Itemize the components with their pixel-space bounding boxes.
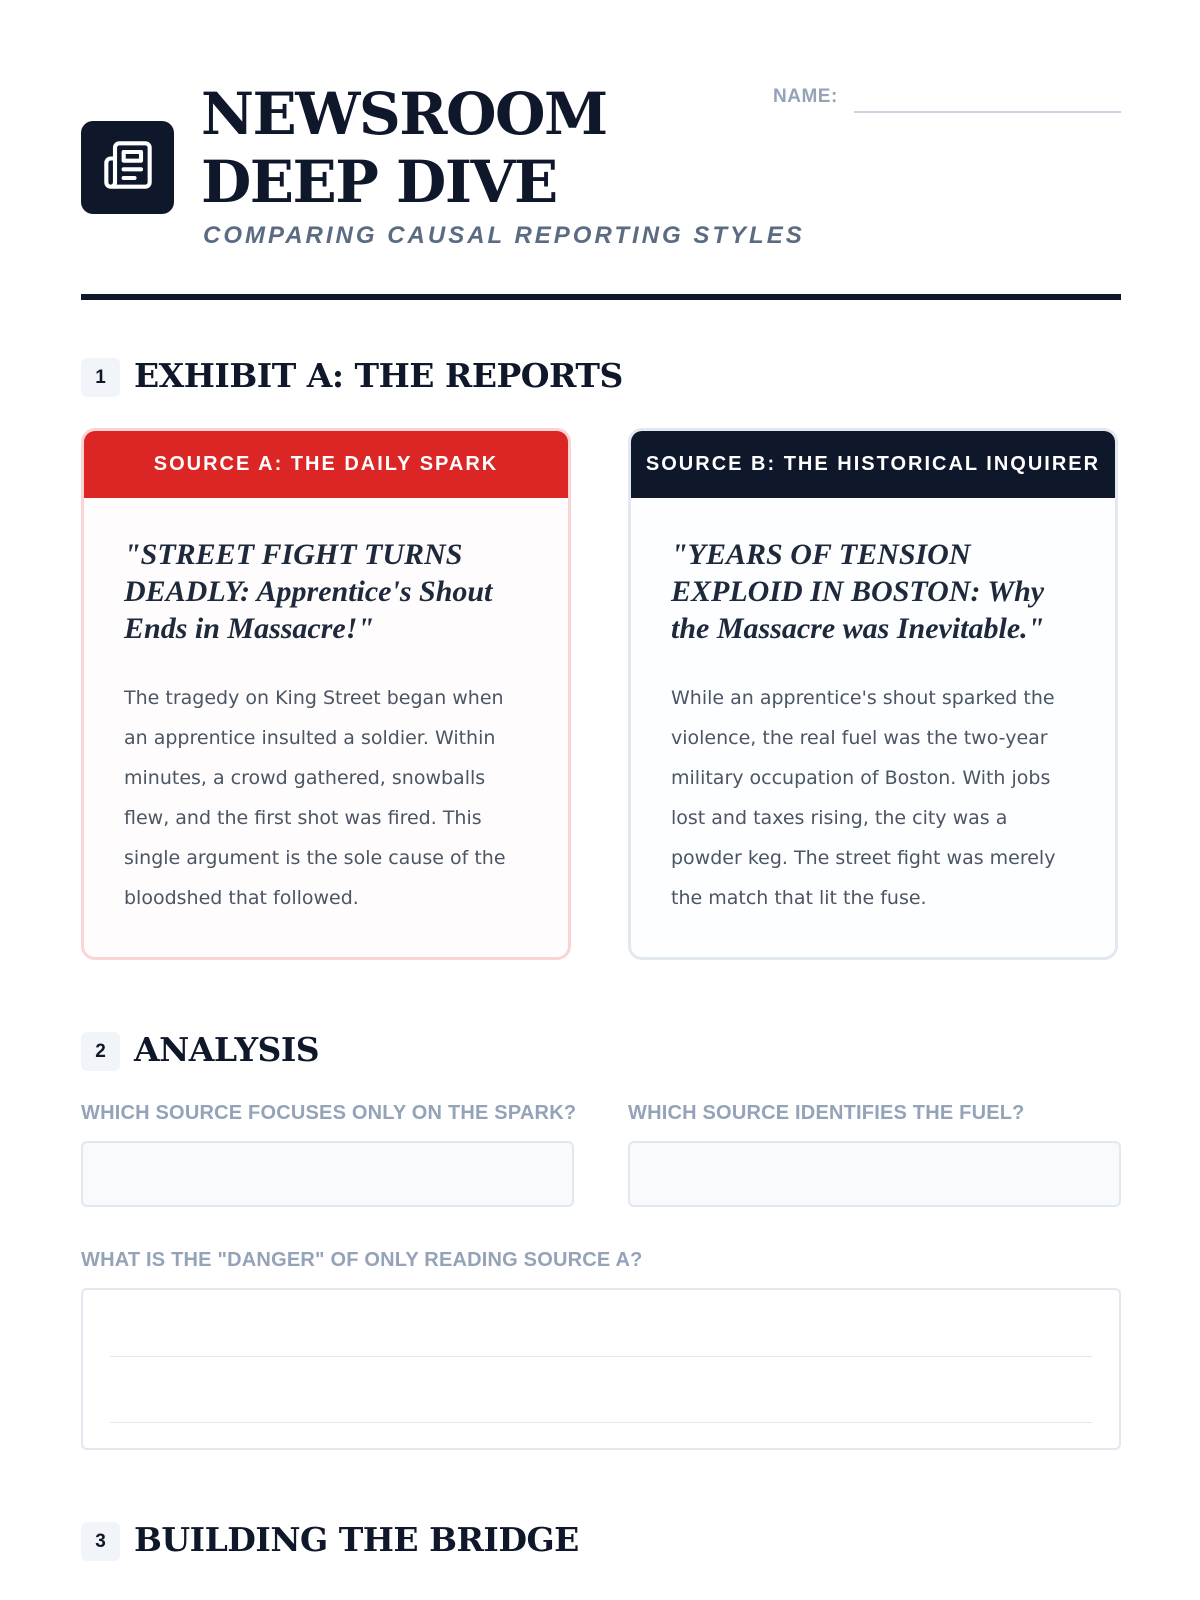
source-label: SOURCE B: THE HISTORICAL INQUIRER bbox=[631, 431, 1115, 498]
writing-line bbox=[110, 1422, 1092, 1423]
source-headline: "YEARS OF TENSION EXPLOID IN BOSTON: Why the Massacre was Inevitable." bbox=[671, 538, 1045, 645]
question-label: WHICH SOURCE IDENTIFIES THE FUEL? bbox=[628, 1102, 1025, 1124]
question-label: WHICH SOURCE FOCUSES ONLY ON THE SPARK? bbox=[81, 1102, 577, 1124]
section-title: EXHIBIT A: THE REPORTS bbox=[134, 356, 623, 395]
writing-line bbox=[110, 1356, 1092, 1357]
source-headline: "STREET FIGHT TURNS DEADLY: Apprentice's Shout Ends in Massacre!" bbox=[124, 538, 493, 645]
logo bbox=[81, 121, 174, 214]
fuel-answer-field[interactable] bbox=[628, 1141, 1121, 1207]
section-number: 3 bbox=[81, 1522, 120, 1561]
page-title: NEWSROOM DEEP DIVE bbox=[201, 80, 607, 216]
source-card-b bbox=[628, 428, 1118, 960]
spark-answer-field[interactable] bbox=[81, 1141, 574, 1207]
name-label: NAME: bbox=[773, 86, 838, 107]
source-card-a bbox=[81, 428, 571, 960]
source-body: The tragedy on King Street began when an apprentice insulted a soldier. Within minutes, a crowd gathered, snowballs flew, and the first shot was fired. This single argument is the sole cause of the bloodshed that followed. bbox=[124, 687, 506, 909]
newspaper-icon bbox=[102, 139, 154, 196]
question-label: WHAT IS THE "DANGER" OF ONLY READING SOURCE A? bbox=[81, 1249, 643, 1271]
section-title: ANALYSIS bbox=[134, 1030, 320, 1069]
section-number: 2 bbox=[81, 1032, 120, 1071]
section-number: 1 bbox=[81, 358, 120, 397]
source-body: While an apprentice's shout sparked the violence, the real fuel was the two-year military occupation of Boston. With jobs lost and taxes rising, the city was a powder keg. The street fight was merely the match that lit the fuse. bbox=[671, 687, 1056, 909]
danger-answer-field[interactable] bbox=[81, 1288, 1121, 1450]
page-subtitle: COMPARING CAUSAL REPORTING STYLES bbox=[203, 222, 805, 249]
name-field[interactable] bbox=[854, 111, 1121, 113]
header-divider bbox=[81, 294, 1121, 300]
section-title: BUILDING THE BRIDGE bbox=[134, 1520, 579, 1559]
source-label: SOURCE A: THE DAILY SPARK bbox=[84, 431, 568, 498]
